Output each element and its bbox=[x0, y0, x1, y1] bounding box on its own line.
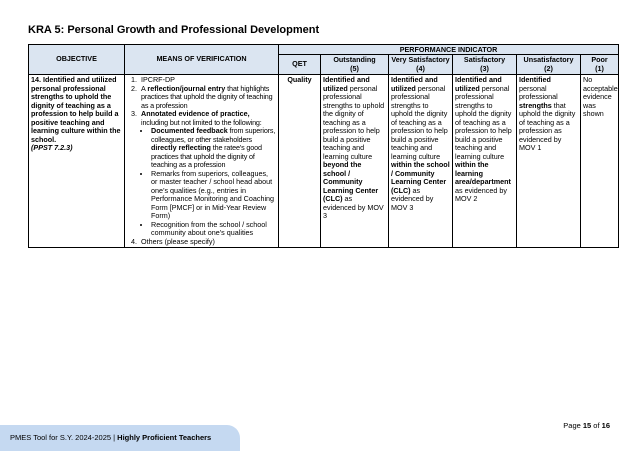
very-satisfactory-cell bbox=[389, 75, 453, 248]
page-number bbox=[563, 421, 610, 430]
mov-subitem-emphasis: directly reflecting bbox=[151, 143, 211, 152]
rating-number: (1) bbox=[595, 63, 604, 73]
qet-cell: Quality bbox=[279, 75, 321, 248]
mov-item bbox=[139, 238, 276, 247]
rating-number: (3) bbox=[480, 63, 489, 73]
footer-tool-level: Highly Proficient Teachers bbox=[117, 433, 212, 442]
indicator-text: as evidenced by MOV 3 bbox=[391, 185, 434, 212]
indicator-emphasis: Identified bbox=[519, 75, 551, 84]
rating-number: (5) bbox=[350, 63, 359, 73]
rating-label: Satisfactory bbox=[463, 55, 506, 64]
mov-subitem bbox=[151, 221, 276, 238]
mov-item-text: IPCRF-DP bbox=[141, 75, 175, 84]
mov-item bbox=[139, 110, 276, 238]
indicator-emphasis: within the learning area/department bbox=[455, 160, 511, 186]
header-qet: QET bbox=[279, 55, 321, 75]
mov-item-text: A bbox=[141, 83, 148, 93]
unsatisfactory-cell bbox=[517, 75, 581, 248]
table-row bbox=[29, 75, 619, 248]
mov-item-emphasis: reflection/journal entry bbox=[147, 83, 226, 93]
header-rating-satisfactory bbox=[453, 55, 517, 75]
page-prefix: Page bbox=[563, 421, 583, 430]
mov-subitem-text: Recognition from the school / school community about one’s qualities bbox=[151, 219, 267, 237]
header-performance-indicator: PERFORMANCE INDICATOR bbox=[279, 45, 619, 55]
rating-number: (2) bbox=[544, 63, 553, 73]
page-total: 16 bbox=[601, 421, 610, 430]
mov-item-text: Others (please specify) bbox=[141, 236, 215, 246]
rating-label: Poor bbox=[591, 55, 608, 64]
header-rating-very-satisfactory bbox=[389, 55, 453, 75]
rating-label: Outstanding bbox=[333, 55, 376, 64]
header-objective: OBJECTIVE bbox=[29, 45, 125, 75]
objective-cell bbox=[29, 75, 125, 248]
page-title: KRA 5: Personal Growth and Professional Development bbox=[28, 24, 320, 36]
indicator-text: personal professional bbox=[519, 83, 558, 101]
mov-subitem-text: from superiors, colleagues, or other stakeholders bbox=[151, 126, 276, 144]
mov-sublist bbox=[141, 127, 276, 238]
outstanding-cell bbox=[321, 75, 389, 248]
page-current: 15 bbox=[582, 421, 592, 430]
header-rating-poor bbox=[581, 55, 619, 75]
footer-tool-label bbox=[10, 433, 211, 442]
mov-item-text: including but not limited to the following: bbox=[141, 117, 262, 127]
mov-item bbox=[139, 85, 276, 111]
poor-cell: No acceptable evidence was shown bbox=[581, 75, 619, 248]
satisfactory-cell bbox=[453, 75, 517, 248]
rating-label: Unsatisfactory bbox=[523, 55, 574, 64]
indicator-emphasis: Identified and utilized bbox=[391, 75, 438, 93]
page-of: of bbox=[591, 421, 602, 430]
indicator-text: as evidenced by MOV 2 bbox=[455, 185, 507, 203]
mov-subitem bbox=[151, 170, 276, 221]
indicator-emphasis: within the school / Community Learning Center (CLC) bbox=[391, 160, 450, 195]
indicator-text: personal professional strengths to uphold the dignity of teaching as a profession to help build a positive teaching and learning culture bbox=[323, 83, 385, 161]
indicator-text: personal professional strengths to uphold the dignity of teaching as a profession to help build a positive teaching and learning culture bbox=[455, 83, 512, 161]
indicator-emphasis: beyond the school / Community Learning Center (CLC) bbox=[323, 160, 379, 203]
indicator-emphasis: Identified and utilized bbox=[455, 75, 502, 93]
mov-subitem-text: the ratee’s good practices that uphold the dignity of teaching as a profession bbox=[151, 143, 262, 169]
indicator-text: personal professional strengths to uphold the dignity of teaching as a profession to help build a positive teaching and learning culture bbox=[391, 83, 448, 161]
mov-item-emphasis: Annotated evidence of practice, bbox=[141, 109, 250, 118]
header-means-of-verification: MEANS OF VERIFICATION bbox=[125, 45, 279, 75]
objective-ppst-ref: (PPST 7.2.3) bbox=[31, 143, 73, 152]
indicator-emphasis: strengths bbox=[519, 100, 552, 110]
header-rating-outstanding bbox=[321, 55, 389, 75]
rating-number: (4) bbox=[416, 63, 425, 73]
objective-text: 14. Identified and utilized personal professional strengths to uphold the dignity of teaching as a profession to help build a positive teaching and learning culture within the school. bbox=[31, 75, 121, 144]
mov-subitem bbox=[151, 127, 276, 170]
rating-label: Very Satisfactory bbox=[391, 55, 450, 64]
mov-list bbox=[127, 76, 276, 246]
header-rating-unsatisfactory bbox=[517, 55, 581, 75]
mov-item-text: that highlights practices that uphold the dignity of teaching as a profession bbox=[141, 83, 273, 110]
mov-subitem-text: Remarks from superiors, colleagues, or master teacher / school head about one’s qualities (e.g., entries in Performance Monitoring and Coaching Form [PMCF] or in Mid-Year Review Form) bbox=[151, 168, 275, 220]
indicator-text: that uphold the dignity of teaching as a profession as evidenced by MOV 1 bbox=[519, 100, 576, 152]
mov-subitem-emphasis: Documented feedback bbox=[151, 126, 228, 135]
kra-table bbox=[28, 44, 619, 248]
indicator-text: as evidenced by MOV 3 bbox=[323, 194, 384, 220]
mov-cell bbox=[125, 75, 279, 248]
indicator-emphasis: Identified and utilized bbox=[323, 75, 370, 93]
footer-tool-prefix: PMES Tool for S.Y. 2024-2025 | bbox=[10, 433, 118, 442]
